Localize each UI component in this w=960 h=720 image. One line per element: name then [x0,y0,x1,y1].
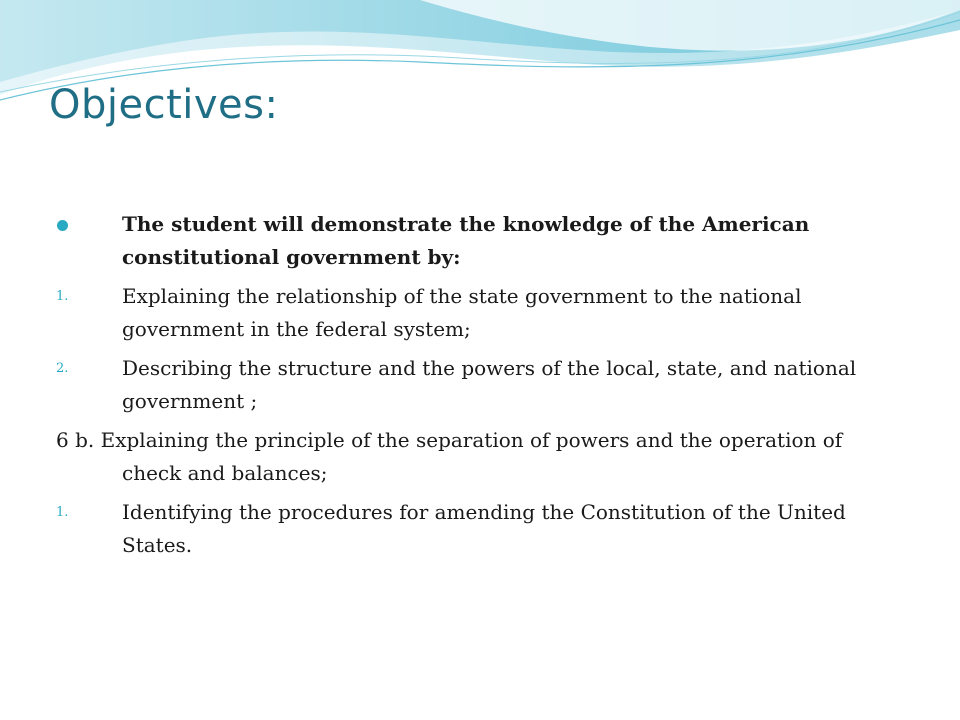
list-item [56,424,906,490]
list-item-number: 6 b. [56,428,95,452]
list-item [56,208,906,274]
list-item-number: 1. [56,289,69,304]
list-item-text: Explaining the principle of the separation of powers and the operation of check and balances; [100,428,843,485]
list-item [56,352,906,418]
objectives-list [56,208,906,568]
bullet-icon [57,220,68,231]
list-item [56,496,906,562]
list-item-number: 2. [56,361,69,376]
list-item-text: Identifying the procedures for amending the Constitution of the United States. [122,500,846,557]
slide-title: Objectives: [49,82,279,128]
list-item-text: Explaining the relationship of the state government to the national government in the federal system; [122,284,802,341]
list-item-text: Describing the structure and the powers of the local, state, and national government ; [122,356,857,413]
list-item-text: The student will demonstrate the knowledge of the American constitutional government by: [122,212,810,269]
list-item [56,280,906,346]
list-item-number: 1. [56,505,69,520]
